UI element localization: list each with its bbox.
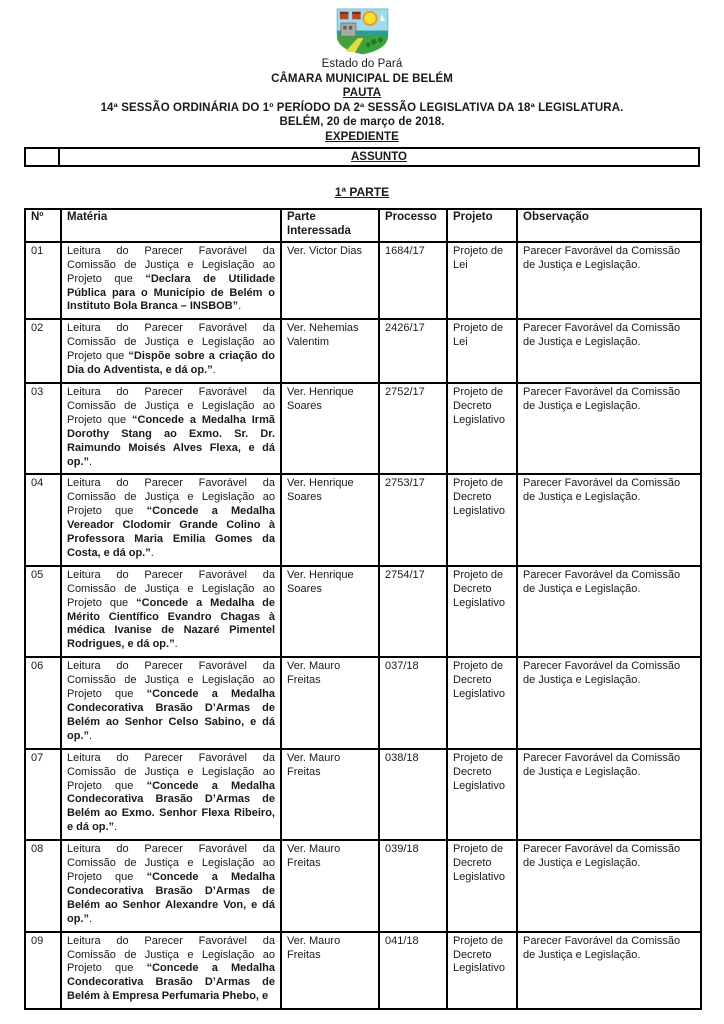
row-number-cell: 02 bbox=[25, 319, 61, 383]
agenda-row bbox=[25, 383, 701, 474]
materia-cell bbox=[61, 840, 281, 931]
materia-text: Leitura do Parecer Favorável da Comissão de Justiça e Legislação ao Projeto que bbox=[67, 244, 275, 285]
section-title: 1ª PARTE bbox=[334, 185, 390, 199]
processo-cell: 1684/17 bbox=[379, 242, 447, 320]
belem-coat-of-arms-icon bbox=[334, 8, 391, 55]
processo-cell: 2753/17 bbox=[379, 474, 447, 565]
materia-text: . bbox=[238, 300, 242, 313]
processo-cell: 2426/17 bbox=[379, 319, 447, 383]
observacao-cell: Parecer Favorável da Comissão de Justiça e Legislação. bbox=[517, 242, 701, 320]
materia-text: Leitura do Parecer Favorável da Comissão de Justiça e Legislação ao Projeto que bbox=[67, 322, 275, 363]
assunto-row bbox=[25, 148, 699, 166]
projeto-cell: Projeto de Decreto Legislativo bbox=[447, 474, 517, 565]
materia-text: . bbox=[89, 455, 93, 468]
projeto-cell: Projeto de Decreto Legislativo bbox=[447, 932, 517, 1010]
observacao-cell: Parecer Favorável da Comissão de Justiça e Legislação. bbox=[517, 319, 701, 383]
observacao-cell: Parecer Favorável da Comissão de Justiça e Legislação. bbox=[517, 657, 701, 748]
materia-quoted-title: “Concede a Medalha Condecorativa Brasão D’Armas de Belém ao Senhor Celso Sabino, e dá op.” bbox=[67, 688, 275, 742]
row-number-cell: 06 bbox=[25, 657, 61, 748]
organization-name: CÂMARA MUNICIPAL DE BELÉM bbox=[271, 72, 453, 85]
document-title: PAUTA bbox=[342, 87, 382, 99]
materia-text: . bbox=[114, 821, 118, 834]
agenda-row bbox=[25, 749, 701, 840]
projeto-cell: Projeto de Lei bbox=[447, 242, 517, 320]
column-header-projeto: Projeto bbox=[447, 209, 517, 242]
projeto-cell: Projeto de Decreto Legislativo bbox=[447, 657, 517, 748]
materia-text: Leitura do Parecer Favorável da Comissão de Justiça e Legislação ao Projeto que bbox=[67, 660, 275, 701]
materia-cell bbox=[61, 383, 281, 474]
materia-cell bbox=[61, 474, 281, 565]
materia-text: Leitura do Parecer Favorável da Comissão de Justiça e Legislação ao Projeto que bbox=[67, 934, 275, 975]
crest-window-1 bbox=[343, 26, 346, 30]
assunto-heading: ASSUNTO bbox=[350, 151, 408, 163]
materia-text: . bbox=[89, 912, 93, 925]
expediente-heading: EXPEDIENTE bbox=[325, 130, 399, 143]
materia-text: . bbox=[212, 364, 216, 377]
materia-text: . bbox=[89, 729, 93, 742]
projeto-cell: Projeto de Lei bbox=[447, 319, 517, 383]
parte-interessada-cell: Ver. Mauro Freitas bbox=[281, 840, 379, 931]
projeto-cell: Projeto de Decreto Legislativo bbox=[447, 749, 517, 840]
crest-container bbox=[24, 8, 700, 55]
materia-cell bbox=[61, 657, 281, 748]
materia-quoted-title: “Declara de Utilidade Pública para o Município de Belém o Instituto Bola Branca – INSBOB” bbox=[67, 272, 275, 313]
parte-interessada-cell: Ver. Henrique Soares bbox=[281, 566, 379, 657]
materia-text: Leitura do Parecer Favorável da Comissão de Justiça e Legislação ao Projeto que bbox=[67, 385, 275, 426]
materia-text: . bbox=[174, 638, 178, 651]
materia-text: Leitura do Parecer Favorável da Comissão de Justiça e Legislação ao Projeto que bbox=[67, 843, 275, 883]
column-header-materia: Matéria bbox=[61, 209, 281, 242]
processo-cell: 2754/17 bbox=[379, 566, 447, 657]
assunto-number-cell bbox=[25, 148, 59, 166]
row-number-cell: 07 bbox=[25, 749, 61, 840]
parte-interessada-cell: Ver. Henrique Soares bbox=[281, 474, 379, 565]
observacao-cell: Parecer Favorável da Comissão de Justiça e Legislação. bbox=[517, 932, 701, 1010]
column-header-numero: Nº bbox=[25, 209, 61, 242]
observacao-cell: Parecer Favorável da Comissão de Justiça e Legislação. bbox=[517, 474, 701, 565]
materia-quoted-title: “Concede a Medalha Condecorativa Brasão D’Armas de Belém à Empresa Perfumaria Phebo, e bbox=[67, 962, 275, 1003]
projeto-cell: Projeto de Decreto Legislativo bbox=[447, 566, 517, 657]
processo-cell: 038/18 bbox=[379, 749, 447, 840]
document-header bbox=[24, 8, 700, 144]
projeto-cell: Projeto de Decreto Legislativo bbox=[447, 383, 517, 474]
column-header-processo: Processo bbox=[379, 209, 447, 242]
materia-quoted-title: “Dispõe sobre a criação do Dia do Adventista, e dá op.” bbox=[67, 350, 275, 377]
session-line: 14ª SESSÃO ORDINÁRIA DO 1º PERÍODO DA 2ª SESSÃO LEGISLATIVA DA 18ª LEGISLATURA. bbox=[100, 101, 624, 114]
materia-quoted-title: “Concede a Medalha Irmã Dorothy Stang ao Exmo. Sr. Dr. Raimundo Moisés Alves Flexa, e dá op.” bbox=[67, 413, 275, 468]
parte-interessada-cell: Ver. Henrique Soares bbox=[281, 383, 379, 474]
agenda-row bbox=[25, 657, 701, 748]
materia-cell bbox=[61, 566, 281, 657]
row-number-cell: 05 bbox=[25, 566, 61, 657]
materia-quoted-title: “Concede a Medalha Condecorativa Brasão D’Armas de Belém ao Senhor Alexandre Von, e dá op.” bbox=[67, 870, 275, 925]
crest-tower-right-top bbox=[352, 12, 360, 14]
agenda-row bbox=[25, 242, 701, 320]
materia-text: . bbox=[150, 546, 154, 559]
row-number-cell: 03 bbox=[25, 383, 61, 474]
parte-interessada-cell: Ver. Mauro Freitas bbox=[281, 932, 379, 1010]
materia-cell bbox=[61, 932, 281, 1010]
processo-cell: 039/18 bbox=[379, 840, 447, 931]
observacao-cell: Parecer Favorável da Comissão de Justiça e Legislação. bbox=[517, 566, 701, 657]
place-date-line: BELÉM, 20 de março de 2018. bbox=[279, 116, 445, 128]
materia-quoted-title: “Concede a Medalha Condecorativa Brasão D’Armas de Belém ao Exmo. Senhor Flexa Ribeiro, e dá op.” bbox=[67, 779, 275, 834]
materia-cell bbox=[61, 242, 281, 320]
row-number-cell: 04 bbox=[25, 474, 61, 565]
column-header-observacao: Observação bbox=[517, 209, 701, 242]
materia-cell bbox=[61, 319, 281, 383]
parte-interessada-cell: Ver. Nehemias Valentim bbox=[281, 319, 379, 383]
crest-tower-left-top bbox=[339, 12, 347, 14]
column-header-parte-interessada: Parte Interessada bbox=[281, 209, 379, 242]
agenda-row bbox=[25, 566, 701, 657]
observacao-cell: Parecer Favorável da Comissão de Justiça e Legislação. bbox=[517, 383, 701, 474]
agenda-table bbox=[24, 208, 702, 1010]
processo-cell: 2752/17 bbox=[379, 383, 447, 474]
materia-cell bbox=[61, 749, 281, 840]
agenda-row bbox=[25, 474, 701, 565]
agenda-row bbox=[25, 319, 701, 383]
parte-interessada-cell: Ver. Victor Dias bbox=[281, 242, 379, 320]
state-name: Estado do Pará bbox=[321, 58, 403, 70]
parte-interessada-cell: Ver. Mauro Freitas bbox=[281, 749, 379, 840]
observacao-cell: Parecer Favorável da Comissão de Justiça e Legislação. bbox=[517, 749, 701, 840]
row-number-cell: 09 bbox=[25, 932, 61, 1010]
crest-window-2 bbox=[348, 26, 351, 30]
agenda-rows bbox=[25, 242, 701, 1009]
materia-quoted-title: “Concede a Medalha de Mérito Científico Evandro Chagas à médica Ivanise de Nazaré Pimentel Rodrigues, e dá op.” bbox=[67, 596, 275, 651]
crest-sun-icon bbox=[362, 11, 377, 26]
assunto-heading-cell bbox=[59, 148, 699, 166]
crest-building-icon bbox=[340, 23, 355, 36]
parte-interessada-cell: Ver. Mauro Freitas bbox=[281, 657, 379, 748]
materia-text: Leitura do Parecer Favorável da Comissão de Justiça e Legislação ao Projeto que bbox=[67, 477, 275, 518]
crest-sun-core bbox=[364, 13, 375, 24]
agenda-header-row bbox=[25, 209, 701, 242]
assunto-table bbox=[24, 147, 700, 167]
processo-cell: 041/18 bbox=[379, 932, 447, 1010]
materia-quoted-title: “Concede a Medalha Vereador Clodomir Grande Colino à Professora Maria Emilia Gomes da Costa, e dá op.” bbox=[67, 505, 275, 559]
materia-text: Leitura do Parecer Favorável da Comissão de Justiça e Legislação ao Projeto que bbox=[67, 568, 275, 609]
agenda-row bbox=[25, 932, 701, 1010]
observacao-cell: Parecer Favorável da Comissão de Justiça e Legislação. bbox=[517, 840, 701, 931]
processo-cell: 037/18 bbox=[379, 657, 447, 748]
materia-text: Leitura do Parecer Favorável da Comissão de Justiça e Legislação ao Projeto que bbox=[67, 751, 275, 792]
projeto-cell: Projeto de Decreto Legislativo bbox=[447, 840, 517, 931]
row-number-cell: 01 bbox=[25, 242, 61, 320]
row-number-cell: 08 bbox=[25, 840, 61, 931]
agenda-row bbox=[25, 840, 701, 931]
